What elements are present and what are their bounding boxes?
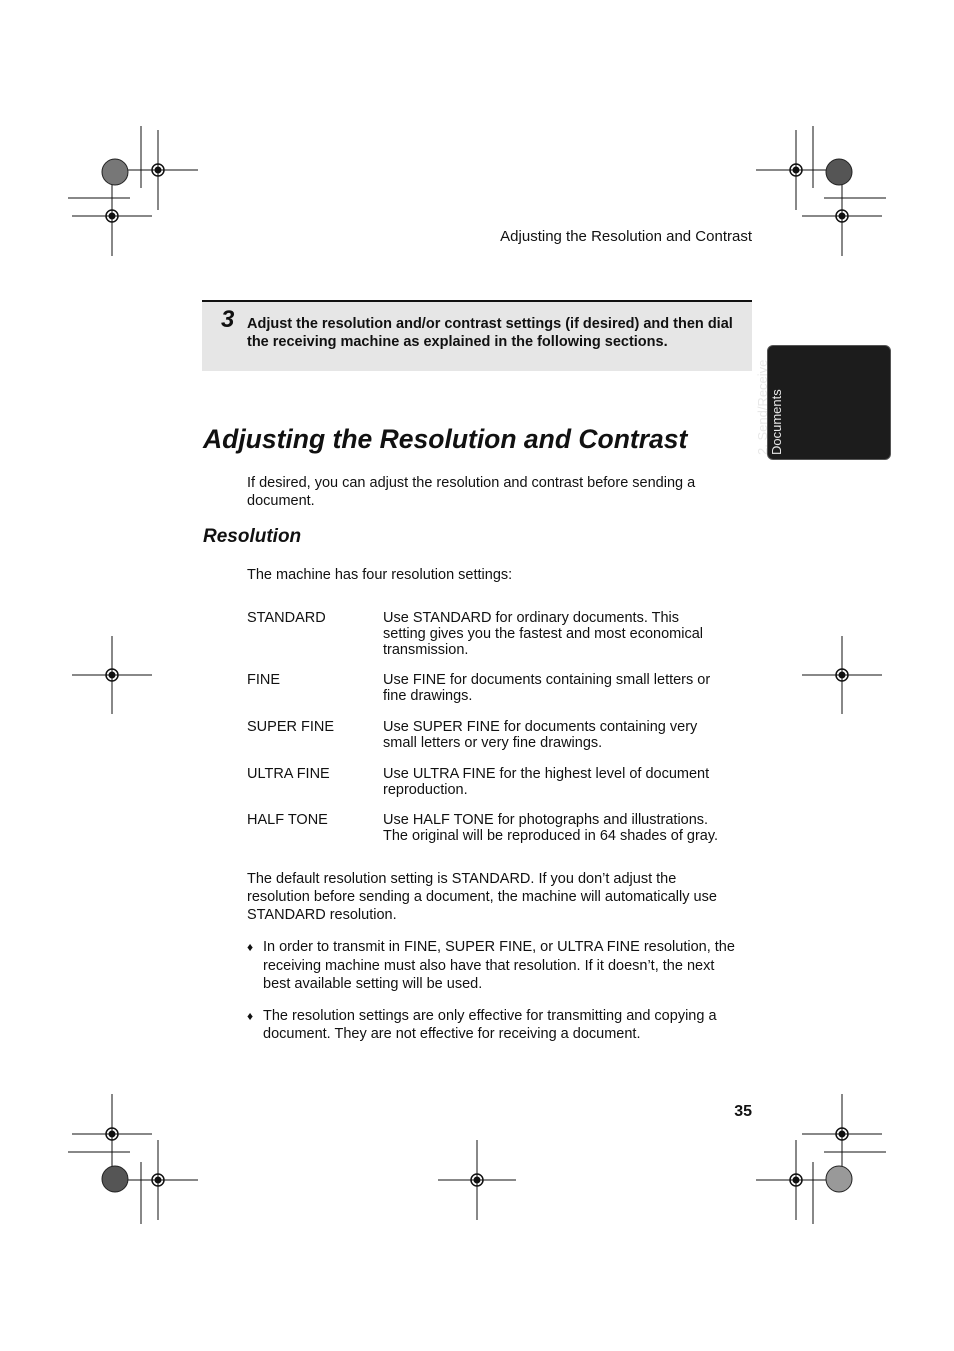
list-item — [247, 938, 742, 994]
subsection-title: Resolution — [203, 526, 302, 547]
list-item — [247, 1007, 742, 1044]
setting-description: Use HALF TONE for photographs and illustrations. The original will be reproduced in 64 shades of gray. — [383, 812, 719, 844]
chapter-tab-line-2: Documents — [769, 389, 784, 455]
setting-name: SUPER FINE — [247, 719, 335, 735]
step-instruction: Adjust the resolution and/or contrast settings (if desired) and then dial the receiving machine as explained in the following sections. — [247, 316, 733, 350]
note-text: In order to transmit in FINE, SUPER FINE, or ULTRA FINE resolution, the receiving machine must also have that resolution. If it doesn’t, the next best available setting will be used. — [263, 939, 735, 992]
resolution-settings-table — [247, 610, 727, 852]
setting-name: HALF TONE — [247, 812, 328, 828]
settings-intro: The machine has four resolution settings: — [247, 567, 513, 583]
setting-description: Use FINE for documents containing small letters or fine drawings. — [383, 672, 711, 704]
table-row — [247, 812, 727, 852]
notes-list — [247, 938, 742, 1044]
diamond-bullet-icon: ♦ — [247, 940, 254, 954]
chapter-tab — [755, 345, 891, 460]
setting-name: FINE — [247, 672, 281, 688]
table-row — [247, 766, 727, 812]
step-number: 3 — [221, 306, 235, 333]
setting-description: Use STANDARD for ordinary documents. This setting gives you the fastest and most economical transmission. — [383, 610, 703, 658]
step-callout — [202, 300, 752, 371]
section-intro: If desired, you can adjust the resolution and contrast before sending a document. — [247, 475, 696, 509]
diamond-bullet-icon: ♦ — [247, 1008, 254, 1023]
table-row — [247, 672, 727, 719]
setting-description: Use ULTRA FINE for the highest level of document reproduction. — [383, 766, 710, 798]
table-row — [247, 610, 727, 672]
default-setting-text: The default resolution setting is STANDARD. If you don’t adjust the resolution before sending a document, the machine will automatically use STANDARD resolution. — [247, 871, 717, 923]
setting-description: Use SUPER FINE for documents containing very small letters or very fine drawings. — [383, 719, 698, 751]
setting-name: ULTRA FINE — [247, 766, 330, 782]
section-title: Adjusting the Resolution and Contrast — [203, 424, 688, 454]
page-number: 35 — [734, 1103, 752, 1120]
chapter-tab-line-1: 2. Send/Receive — [755, 359, 770, 455]
running-header: Adjusting the Resolution and Contrast — [500, 228, 752, 245]
chapter-tab-label — [756, 347, 784, 455]
table-row — [247, 719, 727, 766]
setting-name: STANDARD — [247, 610, 326, 626]
note-text: The resolution settings are only effective for transmitting and copying a document. They are not effective for receiving a document. — [263, 1007, 717, 1042]
